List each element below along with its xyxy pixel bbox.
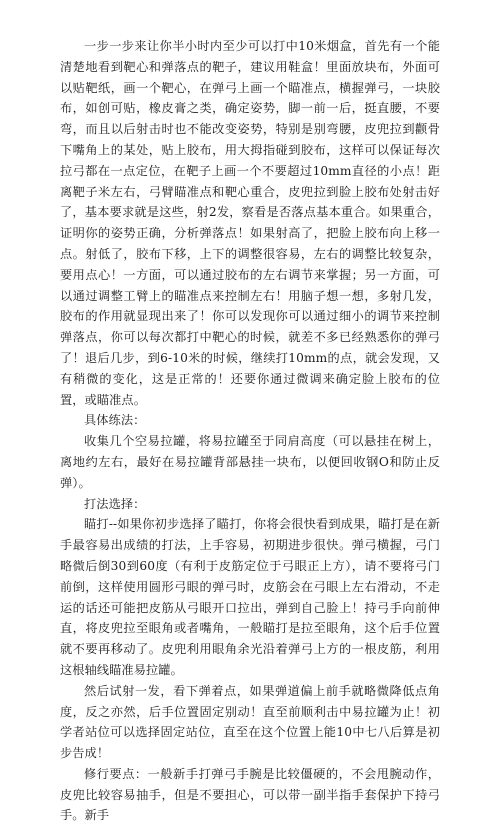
practice-method-paragraph: 收集几个空易拉罐，将易拉罐至于同肩高度（可以悬挂在树上，离地约左右，最好在易拉罐背部悬挂一块布，以便回收钢O和防止反弹）。	[60, 434, 440, 490]
practice-method-heading: 具体练法：	[84, 413, 146, 428]
aimed-shooting-paragraph: 瞄打--如果你初步选择了瞄打，你将会很快看到成果，瞄打是在新手最容易出成绩的打法，上手容易，初期进步很快。弹弓横握，弓门略微后倒30到60度（有利于皮筋定位于弓眼正上方），请不要将弓门前倒，这样使用圆形弓眼的弹弓时，皮筋会在弓眼上左右滑动，不走运的话还可能把皮筋从弓眼开口拉出，弹到自己脸上！持弓手向前伸直，将皮兜拉至眼角或者嘴角，一般瞄打是拉至眼角，这个后手位置就不要再移动了。皮兜利用眼角余光沿着弹弓上方的一根皮筋，利用这根轴线瞄准易拉罐。	[60, 517, 440, 677]
shooting-style-heading: 打法选择：	[84, 496, 146, 511]
document-body	[60, 36, 440, 826]
training-tips-paragraph: 修行要点：一般新手打弹弓手腕是比较僵硬的，不会甩腕动作，皮兜比较容易抽手，但是不要担心，可以带一副半指手套保护下持弓手。新手	[60, 766, 440, 823]
intro-paragraph: 一步一步来让你半小时内至少可以打中10米烟盒，首先有一个能清楚地看到靶心和弹落点的靶子，建议用鞋盒！里面放块布，外面可以贴靶纸，画一个靶心，在弹弓上画一个瞄准点，横握弹弓，一块胶布，如创可贴，橡皮膏之类，确定姿势，脚一前一后，挺直腰，不要弯，而且以后射击时也不能改变姿势，特别是别弯腰，皮兜拉到颧骨下嘴角上的某处，贴上胶布，用大拇指碰到胶布，这样可以保证每次拉弓都在一点定位，在靶子上画一个不要超过10mm直径的小点！距离靶子米左右，弓臂瞄准点和靶心重合，皮兜拉到脸上胶布处射击好了，基本要求就是这些，射2发，察看是否落点基本重合。如果重合，证明你的姿势正确，分析弹落点！如果射高了，把脸上胶布向上移一点。射低了，胶布下移，上下的调整很容易，左右的调整比较复杂，要用点心！一方面，可以通过胶布的左右调节来掌握；另一方面，可以通过调整工臂上的瞄准点来控制左右！用脑子想一想，多射几发，胶布的作用就显现出来了！你可以发现你可以通过细小的调节来控制弹落点，你可以每次都打中靶心的时候，就差不多已经熟悉你的弹弓了！退后几步，到6-10米的时候，继续打10mm的点，就会发现，又有稍微的变化，这是正常的！还要你通过微调来确定脸上胶布的位置，或瞄准点。	[60, 39, 440, 407]
test-shot-paragraph: 然后试射一发，看下弹着点，如果弹道偏上前手就略微降低点角度，反之亦然，后手位置固定别动！直至前顺利击中易拉罐为止！初学者站位可以选择固定站位，直至在这个位置上能10中七八后算是初步告成！	[60, 683, 440, 761]
